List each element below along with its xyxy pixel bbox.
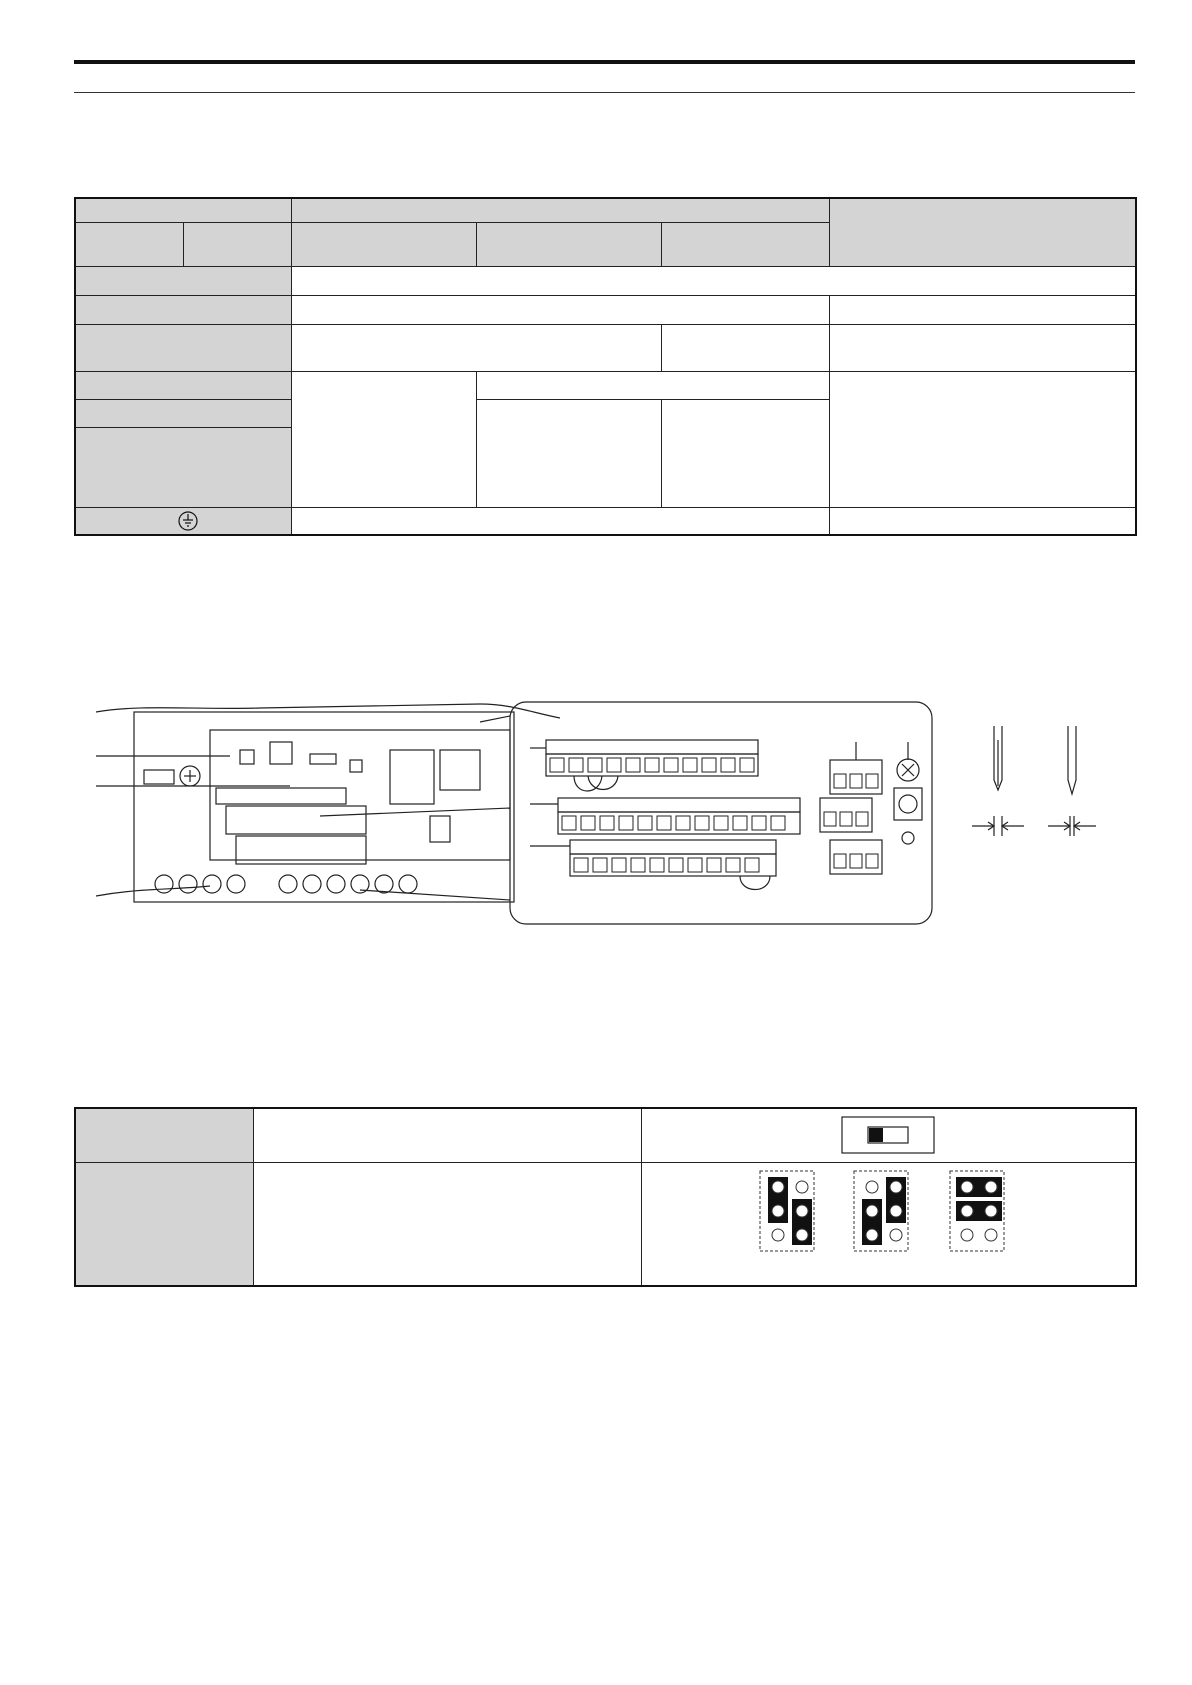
terminal-screw <box>688 858 702 872</box>
table-cell <box>641 1108 1136 1162</box>
terminal-screw <box>593 858 607 872</box>
fe-terminal <box>144 770 174 784</box>
terminal-screw <box>721 758 735 772</box>
table-cell <box>829 507 1136 535</box>
ground-icon <box>177 510 199 532</box>
terminal-strip-top <box>216 788 346 804</box>
terminal-screw <box>626 758 640 772</box>
row-label-cell <box>75 324 291 371</box>
terminal-screw <box>581 816 595 830</box>
table-cell <box>291 295 829 324</box>
terminal-screw <box>866 854 878 868</box>
terminal-screw <box>619 816 633 830</box>
table-cell <box>641 1162 1136 1286</box>
table-cell <box>829 295 1136 324</box>
table-header-cell <box>183 222 291 266</box>
terminal-spec-table <box>74 197 1137 536</box>
terminal-screw <box>676 816 690 830</box>
terminal-screw <box>850 854 862 868</box>
terminal-screw <box>631 858 645 872</box>
table-cell <box>291 371 476 507</box>
screwdriver-flat-icon <box>972 726 1024 836</box>
table-cell <box>476 371 829 399</box>
terminal-screw <box>740 758 754 772</box>
main-circuit-screws <box>155 875 417 893</box>
row-label-cell <box>75 371 291 399</box>
switch-setting-table <box>74 1107 1137 1287</box>
table-cell <box>829 371 1136 507</box>
terminal-screw <box>657 816 671 830</box>
terminal-screw <box>638 816 652 830</box>
terminal-screw <box>850 774 862 788</box>
terminal-screw <box>834 854 846 868</box>
row-label-cell <box>75 507 291 535</box>
table-header-cell <box>829 198 1136 266</box>
header-rule-thin <box>74 92 1135 93</box>
small-terminal-block <box>430 816 450 842</box>
terminal-screw <box>834 774 846 788</box>
dip-switch-icon <box>840 1115 936 1155</box>
terminal-screw <box>569 758 583 772</box>
terminal-screw <box>645 758 659 772</box>
terminal-screw <box>612 858 626 872</box>
table-cell <box>291 507 829 535</box>
terminal-screw <box>607 758 621 772</box>
terminal-screw <box>771 816 785 830</box>
terminal-screw <box>695 816 709 830</box>
terminal-screw <box>669 858 683 872</box>
table-cell <box>476 399 661 507</box>
header-rule-thick <box>74 60 1135 64</box>
row-label-cell <box>75 266 291 295</box>
table-header-cell <box>291 222 476 266</box>
row-label-cell <box>75 1162 253 1286</box>
terminal-screw <box>588 758 602 772</box>
jumper-wire <box>740 876 770 890</box>
table-cell <box>253 1108 641 1162</box>
terminal-screw <box>733 816 747 830</box>
row-label-cell <box>75 399 291 427</box>
terminal-screws <box>550 758 878 872</box>
terminal-screw <box>707 858 721 872</box>
terminal-screw <box>824 812 836 826</box>
table-header-cell <box>75 222 183 266</box>
housing-outline <box>96 704 560 718</box>
table-header-cell <box>291 198 829 222</box>
terminal-screw <box>650 858 664 872</box>
jumper-settings-figure <box>758 1169 1018 1255</box>
table-header-cell <box>75 198 291 222</box>
row-label-cell <box>75 295 291 324</box>
table-header-cell <box>476 222 661 266</box>
terminal-screw <box>856 812 868 826</box>
terminal-screw <box>714 816 728 830</box>
terminal-screw <box>840 812 852 826</box>
terminal-screw <box>752 816 766 830</box>
table-cell <box>829 324 1136 371</box>
terminal-screw <box>562 816 576 830</box>
row-label-cell <box>75 427 291 507</box>
terminal-screw <box>726 858 740 872</box>
terminal-screw <box>600 816 614 830</box>
table-cell <box>661 324 829 371</box>
terminal-screw <box>745 858 759 872</box>
terminal-screw <box>866 774 878 788</box>
terminal-screw <box>683 758 697 772</box>
terminal-screw <box>550 758 564 772</box>
terminal-screw <box>664 758 678 772</box>
terminal-board-figure <box>60 690 1120 930</box>
table-cell <box>291 324 661 371</box>
terminal-strip-middle <box>226 806 366 834</box>
terminal-screw <box>702 758 716 772</box>
table-cell <box>661 399 829 507</box>
screwdriver-narrow-icon <box>1048 726 1096 836</box>
table-cell <box>291 266 1136 295</box>
table-cell <box>253 1162 641 1286</box>
table-header-cell <box>661 222 829 266</box>
zoom-callout <box>510 702 932 924</box>
row-label-cell <box>75 1108 253 1162</box>
terminal-screw <box>574 858 588 872</box>
